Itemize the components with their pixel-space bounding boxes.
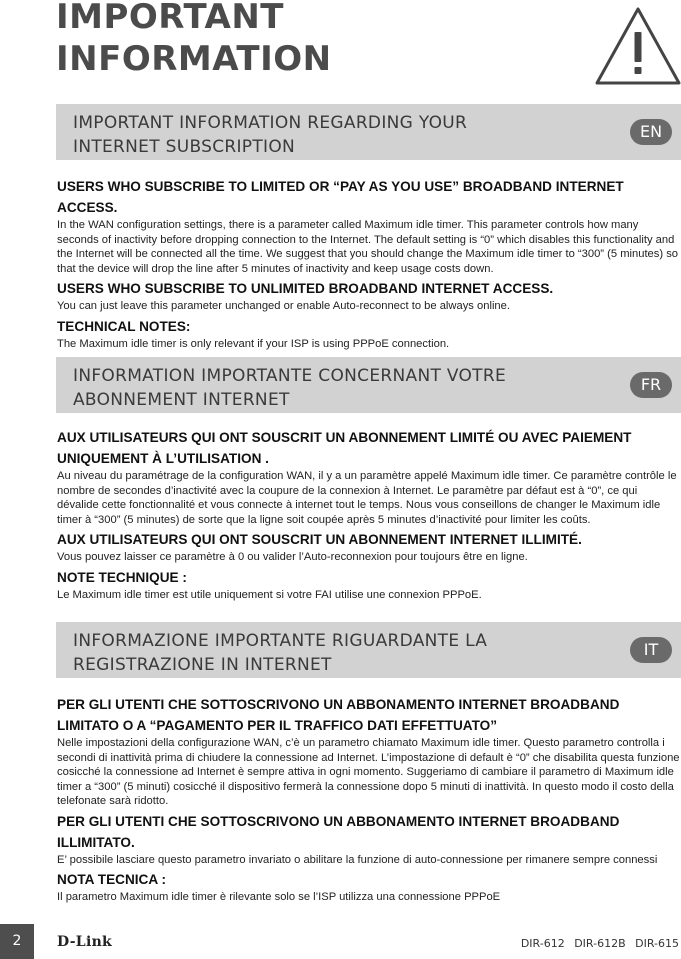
page-title	[56, 0, 332, 80]
paragraph-it-unlimited: E’ possibile lasciare questo parametro invariato o abilitare la funzione di auto-connessione per rimanere sempre connessi	[57, 853, 658, 866]
band-title-it-line2: REGISTRAZIONE IN INTERNET	[73, 655, 332, 675]
heading-en-technical: TECHNICAL NOTES:	[57, 318, 191, 334]
warning-triangle-icon	[594, 6, 681, 86]
band-title-fr-line2: ABONNEMENT INTERNET	[73, 390, 290, 410]
heading-en-unlimited: USERS WHO SUBSCRIBE TO UNLIMITED BROADBAND INTERNET ACCESS.	[57, 281, 554, 296]
band-title-it-line1: INFORMAZIONE IMPORTANTE RIGUARDANTE LA	[73, 631, 488, 651]
page-title-line2: INFORMATION	[56, 39, 332, 79]
section-fr	[57, 427, 681, 604]
band-title-fr-line1: INFORMATION IMPORTANTE CONCERNANT VOTRE	[73, 366, 506, 386]
section-en	[57, 176, 681, 353]
section-band-en	[56, 104, 681, 160]
lang-badge-it: IT	[630, 637, 672, 663]
heading-fr-technical: NOTE TECHNIQUE :	[57, 569, 187, 585]
section-band-it	[56, 622, 681, 678]
band-title-en-line2: INTERNET SUBSCRIPTION	[73, 137, 296, 157]
heading-it-limited: PER GLI UTENTI CHE SOTTOSCRIVONO UN ABBONAMENTO INTERNET BROADBAND LIMITATO O A “PAGAMENTO PER IL TRAFFICO DATI EFFETTUATO”	[57, 697, 620, 733]
lang-badge-fr: FR	[630, 372, 672, 398]
section-band-fr	[56, 357, 681, 413]
heading-en-limited: USERS WHO SUBSCRIBE TO LIMITED OR “PAY AS YOU USE” BROADBAND INTERNET ACCESS.	[57, 179, 624, 215]
paragraph-it-technical: Il parametro Maximum idle timer è rilevante solo se l’ISP utilizza una connessione PPPoE	[57, 891, 501, 903]
model-numbers: DIR-612 DIR-612B DIR-615	[520, 937, 679, 950]
paragraph-fr-unlimited: Vous pouvez laisser ce paramètre à 0 ou valider l’Auto-reconnexion pour toujours être en ligne.	[57, 551, 528, 563]
paragraph-fr-technical: Le Maximum idle timer est utile uniquement si votre FAI utilise une connexion PPPoE.	[57, 588, 482, 601]
heading-it-unlimited: PER GLI UTENTI CHE SOTTOSCRIVONO UN ABBONAMENTO INTERNET BROADBAND ILLIMITATO.	[57, 813, 620, 850]
paragraph-en-technical: The Maximum idle timer is only relevant if your ISP is using PPPoE connection.	[57, 337, 450, 350]
section-it	[57, 694, 681, 907]
heading-fr-limited: AUX UTILISATEURS QUI ONT SOUSCRIT UN ABONNEMENT LIMITÉ OU AVEC PAIEMENT UNIQUEMENT À L’UTILISATION .	[57, 430, 632, 466]
heading-it-technical: NOTA TECNICA :	[57, 872, 166, 887]
lang-badge-en: EN	[630, 119, 672, 145]
page-number: 2	[0, 924, 34, 959]
paragraph-en-unlimited: You can just leave this parameter unchanged or enable Auto-reconnect to be always online.	[57, 300, 510, 312]
page-title-line1: IMPORTANT	[56, 0, 284, 37]
paragraph-en-limited: In the WAN configuration settings, there is a parameter called Maximum idle timer. This parameter controls how many seconds of inactivity before dropping connection to the Internet. The default setting is “0” which disables this functionality and the Internet will be connected all the time. We suggest that you should change the Maximum idle timer to “300” (5 minutes) so that the device will drop the line after 5 minutes of inactivity and keep usage costs down.	[57, 219, 679, 275]
heading-fr-unlimited: AUX UTILISATEURS QUI ONT SOUSCRIT UN ABONNEMENT INTERNET ILLIMITÉ.	[57, 532, 582, 547]
dlink-logo: D-Link	[57, 934, 113, 950]
paragraph-it-limited: Nelle impostazioni della configurazione WAN, c’è un parametro chiamato Maximum idle timer. Questo parametro controlla i secondi di inattività prima di chiudere la connessione ad Internet. L’impostazione di default è “0” che disabilita questa funzione cosicché la connessione ad Internet è sempre attiva in ogni momento. Suggeriamo di cambiare il parametro di Maximum idle timer a “300” (5 minuti) cosicché il dispositivo fermerà la connessione dopo 5 minuti di inattività. In questo modo il costo della telefonate sarà ridotto.	[57, 737, 680, 807]
paragraph-fr-limited: Au niveau du paramétrage de la configuration WAN, il y a un paramètre appelé Maximum idle timer. Ce paramètre contrôle le nombre de secondes d’inactivité avec la coupure de la connexion à Internet. Le paramètre par défaut est à “0”, ce qui dévalide cette fonctionnalité et vous connecte à internet tout le temps. Nous vous conseillons de changer le Maximum idle timer à “300” (5 minutes) de sorte que la ligne soit coupée après 5 minutes d’inactivité pour limiter les coûts.	[57, 470, 677, 526]
band-title-en-line1: IMPORTANT INFORMATION REGARDING YOUR	[73, 113, 468, 133]
